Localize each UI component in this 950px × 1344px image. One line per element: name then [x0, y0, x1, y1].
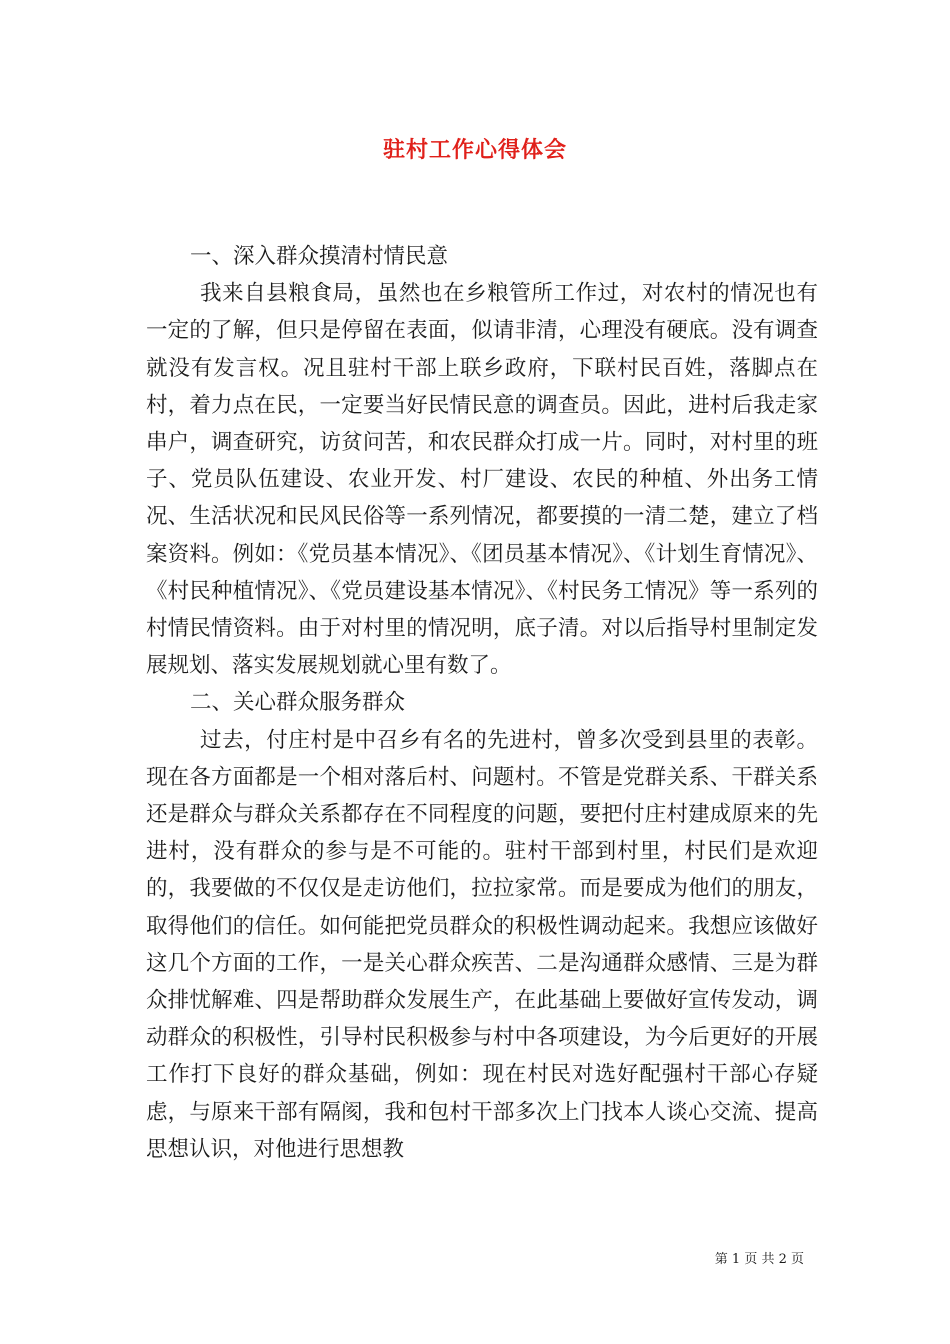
page-number: 第 1 页 共 2 页 — [714, 1252, 804, 1267]
section-heading-1: 一、深入群众摸清村情民意 — [190, 244, 449, 269]
section-paragraph-2: 过去，付庄村是中召乡有名的先进村，曾多次受到县里的表彰。现在各方面都是一个相对落后村、问题村。不管是党群关系、干群关系还是群众与群众关系都存在不同程度的问题，要把付庄村建成原来的先进村，没有群众的参与是不可能的。驻村干部到村里，村民们是欢迎的，我要做的不仅仅是走访他们，拉拉家常。而是要成为他们的朋友，取得他们的信任。如何能把党员群众的积极性调动起来。我想应该做好这几个方面的工作，一是关心群众疾苦、二是沟通群众感情、三是为群众排忧解难、四是帮助群众发展生产，在此基础上要做好宣传发动，调动群众的积极性，引导村民积极参与村中各项建设，为今后更好的开展工作打下良好的群众基础，例如：现在村民对选好配强村干部心存疑虑，与原来干部有隔阂，我和包村干部多次上门找本人谈心交流、提高思想认识，对他进行思想教 — [146, 727, 818, 1162]
document-title: 驻村工作心得体会 — [382, 137, 567, 163]
section-heading-2: 二、关心群众服务群众 — [190, 690, 406, 716]
section-paragraph-1: 我来自县粮食局，虽然也在乡粮管所工作过，对农村的情况也有一定的了解，但只是停留在表面，似请非清，心理没有硬底。没有调查就没有发言权。况且驻村干部上联乡政府，下联村民百姓，落脚点在村，着力点在民，一定要当好民情民意的调查员。因此，进村后我走家串户，调查研究，访贫问苦，和农民群众打成一片。同时，对村里的班子、党员队伍建设、农业开发、村厂建设、农民的种植、外出务工情况、生活状况和民风民俗等一系列情况，都要摸的一清二楚，建立了档案资料。例如：《党员基本情况》、《团员基本情况》、《计划生育情况》、《村民种植情况》、《党员建设基本情况》、《村民务工情况》等一系列的村情民情资料。由于对村里的情况明，底子清。对以后指导村里制定发展规划、落实发展规划就心里有数了。 — [146, 281, 818, 679]
document-body — [146, 238, 818, 1168]
